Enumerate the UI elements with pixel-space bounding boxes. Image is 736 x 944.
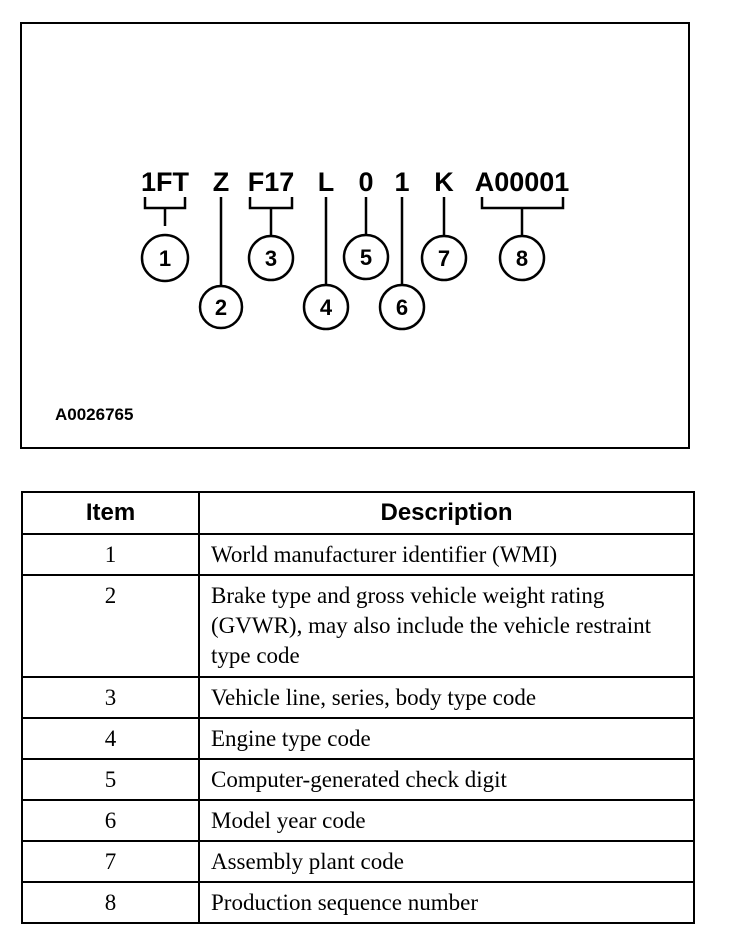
table-row xyxy=(22,534,694,575)
vin-segment-wmi: 1FT xyxy=(140,167,190,197)
item-cell: 2 xyxy=(22,575,199,677)
table-row xyxy=(22,677,694,718)
item-cell: 5 xyxy=(22,759,199,800)
description-cell: World manufacturer identifier (WMI) xyxy=(199,534,694,575)
vin-diagram-graphic xyxy=(22,24,688,447)
description-cell: Brake type and gross vehicle weight rating (GVWR), may also include the vehicle restraint type code xyxy=(199,575,694,677)
vin-segment-model-year: 1 xyxy=(394,167,410,197)
callout-number-8: 8 xyxy=(515,246,529,271)
vin-segment-vehicle-line: F17 xyxy=(247,167,295,197)
table-header-row xyxy=(22,492,694,534)
item-cell: 7 xyxy=(22,841,199,882)
callout-number-2: 2 xyxy=(214,295,228,320)
description-cell: Vehicle line, series, body type code xyxy=(199,677,694,718)
table-row xyxy=(22,718,694,759)
item-cell: 1 xyxy=(22,534,199,575)
vin-segment-check-digit: 0 xyxy=(358,167,374,197)
callout-number-7: 7 xyxy=(437,246,451,271)
callout-number-1: 1 xyxy=(158,246,172,271)
figure-id: A0026765 xyxy=(55,405,134,424)
description-cell: Assembly plant code xyxy=(199,841,694,882)
description-cell: Production sequence number xyxy=(199,882,694,923)
vin-description-table xyxy=(21,491,695,924)
table-row xyxy=(22,759,694,800)
item-cell: 3 xyxy=(22,677,199,718)
vin-segment-engine: L xyxy=(317,167,335,197)
callout-number-5: 5 xyxy=(359,245,373,270)
item-cell: 8 xyxy=(22,882,199,923)
table-row xyxy=(22,575,694,677)
description-cell: Model year code xyxy=(199,800,694,841)
item-cell: 6 xyxy=(22,800,199,841)
callout-number-3: 3 xyxy=(264,246,278,271)
vin-segment-sequence: A00001 xyxy=(474,167,570,197)
bracket-1 xyxy=(145,197,185,226)
callout-number-6: 6 xyxy=(395,295,409,320)
vin-segment-brake-gvwr: Z xyxy=(212,167,230,197)
table-row xyxy=(22,800,694,841)
vin-diagram xyxy=(20,22,690,449)
header-description: Description xyxy=(199,492,694,534)
description-cell: Engine type code xyxy=(199,718,694,759)
table-row xyxy=(22,841,694,882)
bracket-8 xyxy=(482,197,563,236)
header-item: Item xyxy=(22,492,199,534)
vin-segment-assembly-plant: K xyxy=(434,167,454,197)
description-cell: Computer-generated check digit xyxy=(199,759,694,800)
item-cell: 4 xyxy=(22,718,199,759)
bracket-3 xyxy=(250,197,292,236)
table-row xyxy=(22,882,694,923)
callout-number-4: 4 xyxy=(319,295,333,320)
